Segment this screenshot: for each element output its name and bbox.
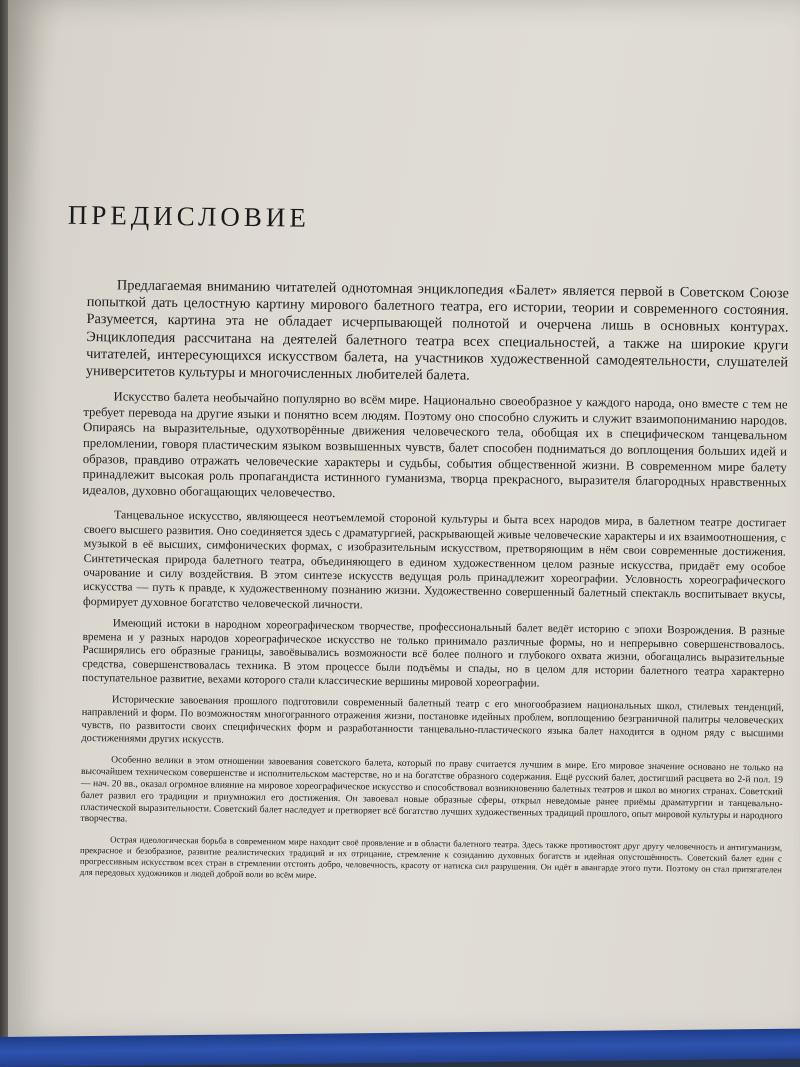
paragraph-4: Имеющий истоки в народном хореографическом творчестве, профессиональный балет ведёт историю с эпохи Возрождения. В разные времена и у разных народов хореографическое искусство не только принимало различные формы, но и непрерывно совершенствовалось. Расширялись его образные границы, завоёвывались возможности всё более полного и глубокого охвата жизни, обогащались выразительные средства, совершенствовалась техника. В этом процессе были подъёмы и спады, но в целом для истории балетного театра характерно поступательное развитие, вехами которого стали классические вершины мировой хореографии. (82, 617, 785, 690)
page-title: ПРЕДИСЛОВИЕ (67, 199, 311, 233)
paragraph-5: Исторические завоевания прошлого подготовили современный балетный театр с его многообразием национальных школ, стилевых тенденций, направлений и форм. По возможностям многогранного отражения жизни, постановке идейных проблем, воплощению безграничной палитры человеческих чувств, по развитости своих специфических форм и разработанности танцевально-пластического языка балет находится в одном ряду с высшими достижениями других искусств. (81, 694, 784, 746)
paragraph-1: Предлагаемая вниманию читателей однотомная энциклопедия «Балет» является первой в Советском Союзе попыткой дать целостную картину мирового балетного театра, его истории, теории и современного состояния. Разумеется, картина эта не обладает исчерпывающей полнотой и очерчена лишь в основных контурах. Энциклопедия рассчитана на деятелей балетного театра всех специальностей, а также на широкие круги читателей, интересующихся искусством балета, на участников художественной самодеятельности, слушателей университетов культуры и многочисленных любителей балета. (85, 277, 790, 384)
book-spine-edge (0, 0, 8, 1067)
page-content (67, 199, 790, 895)
paragraph-6: Особенно велики в этом отношении завоевания советского балета, который по праву считается лучшим в мире. Его мировое значение основано не только на высочайшем техническом совершенстве и исполнительском мастерстве, но и на богатстве образного содержания. Ещё русский балет, достигший расцвета во 2-й пол. 19 — нач. 20 вв., оказал огромное влияние на мировое хореографическое искусство и способствовал возникновению балетных театров и школ во многих странах. Советский балет развил его традиции и приумножил его достижения. Он завоевал новые образные сферы, открыл неведомые ранее приёмы драматургии и танцевально-пластической выразительности. Советский балет наследует и претворяет всё богатство лучших художественных традиций прошлого, опыт мировой культуры и народного творчества. (80, 754, 784, 825)
paragraph-2: Искусство балета необычайно популярно во всём мире. Национально своеобразное у каждого народа, оно вместе с тем не требует перевода на другие языки и понятно всем людям. Поэтому оно способно служить и служит взаимопониманию народов. Опираясь на выразительные, одухотворённые движения человеческого тела, обобщая их в специфическом танцевальном преломлении, говоря пластическим языком возвышенных чувств, балет способен подниматься до воплощения больших идей и образов, правдиво отражать человеческие характеры и судьбы, события общественной жизни. В современном мире балету принадлежит высокая роль пропагандиста истинного гуманизма, творца прекрасного, выразителя благородных нравственных идеалов, духовно обогащающих человечество. (82, 389, 788, 500)
paragraph-7: Острая идеологическая борьба в современном мире находит своё проявление и в области балетного театра. Здесь также противостоят друг другу человечность и антигуманизм, прекрасное и безобразное, развитие реалистических традиций и их отрицание, стремление к созиданию духовных богатств и идейная опустошённость. Советский балет един с прогрессивным искусством всех стран в стремлении отстоять добро, человечность, красоту от натиска сил разрушения. Он идёт в авангарде этого пути. Поэтому он стал притягателен для передовых художников и людей доброй воли во всём мире. (79, 834, 783, 880)
paragraph-3: Танцевальное искусство, являющееся неотъемлемой стороной культуры и быта всех народов мира, в балетном театре достигает своего высшего развития. Оно соединяется здесь с драматургией, раскрывающей живые человеческие характеры и их взаимоотношения, с музыкой в её высших, симфонических формах, с изобразительным искусством, претворяющим в нём свои современные достижения. Синтетическая природа балетного театра, объединяющего в едином художественном целом разные искусства, придаёт ему особое очарование и силу воздействия. В этом синтезе искусств ведущая роль принадлежит хореографии. Условность хореографического искусства — путь к правде, к художественному познанию жизни. Художественно совершенный балетный спектакль воспитывает вкусы, формирует духовное богатство человеческой личности. (83, 507, 787, 612)
